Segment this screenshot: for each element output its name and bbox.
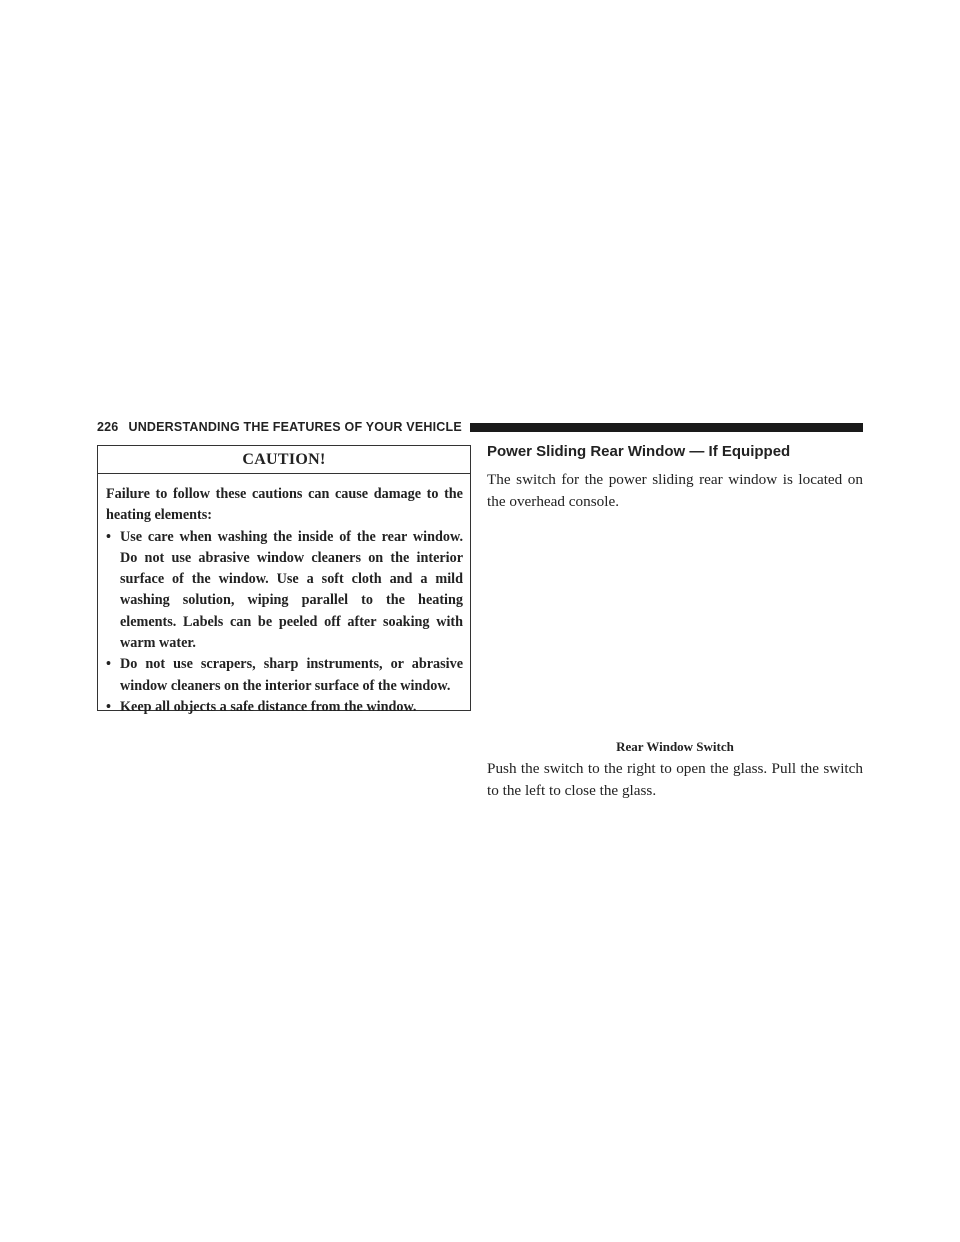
caution-list <box>106 527 463 719</box>
caution-title: CAUTION! <box>98 446 470 474</box>
bullet-icon: • <box>106 528 111 545</box>
intro-paragraph: The switch for the power sliding rear window is located on the overhead console. <box>487 471 863 510</box>
right-column <box>487 442 863 801</box>
caution-box <box>97 445 471 715</box>
page-number: 226 <box>97 420 119 434</box>
running-section-title: UNDERSTANDING THE FEATURES OF YOUR VEHICLE <box>128 420 462 434</box>
bullet-icon: • <box>106 698 111 715</box>
caution-list-item <box>106 654 463 697</box>
page-header <box>97 418 863 436</box>
instruction-paragraph: Push the switch to the right to open the glass. Pull the switch to the left to close the glass. <box>487 760 863 799</box>
subsection-title: Power Sliding Rear Window — If Equipped <box>487 443 791 460</box>
caution-intro: Failure to follow these cautions can cause damage to the heating elements: <box>106 486 463 524</box>
header-rule <box>470 423 863 432</box>
caution-body <box>98 474 470 718</box>
caution-item-text: Keep all objects a safe distance from the window. <box>120 698 417 715</box>
figure-placeholder <box>487 512 863 738</box>
caution-list-item <box>106 697 463 718</box>
caution-item-text: Do not use scrapers, sharp instruments, or abrasive window cleaners on the interior surface of the window. <box>120 656 463 694</box>
caution-item-text: Use care when washing the inside of the rear window. Do not use abrasive window cleaners on the interior surface of the window. Use a soft cloth and a mild washing solution, wiping parallel to the heating elements. Labels can be peeled off after soaking with warm water. <box>120 528 463 652</box>
figure-caption: Rear Window Switch <box>616 739 734 754</box>
caution-list-item <box>106 527 463 655</box>
bullet-icon: • <box>106 656 111 673</box>
